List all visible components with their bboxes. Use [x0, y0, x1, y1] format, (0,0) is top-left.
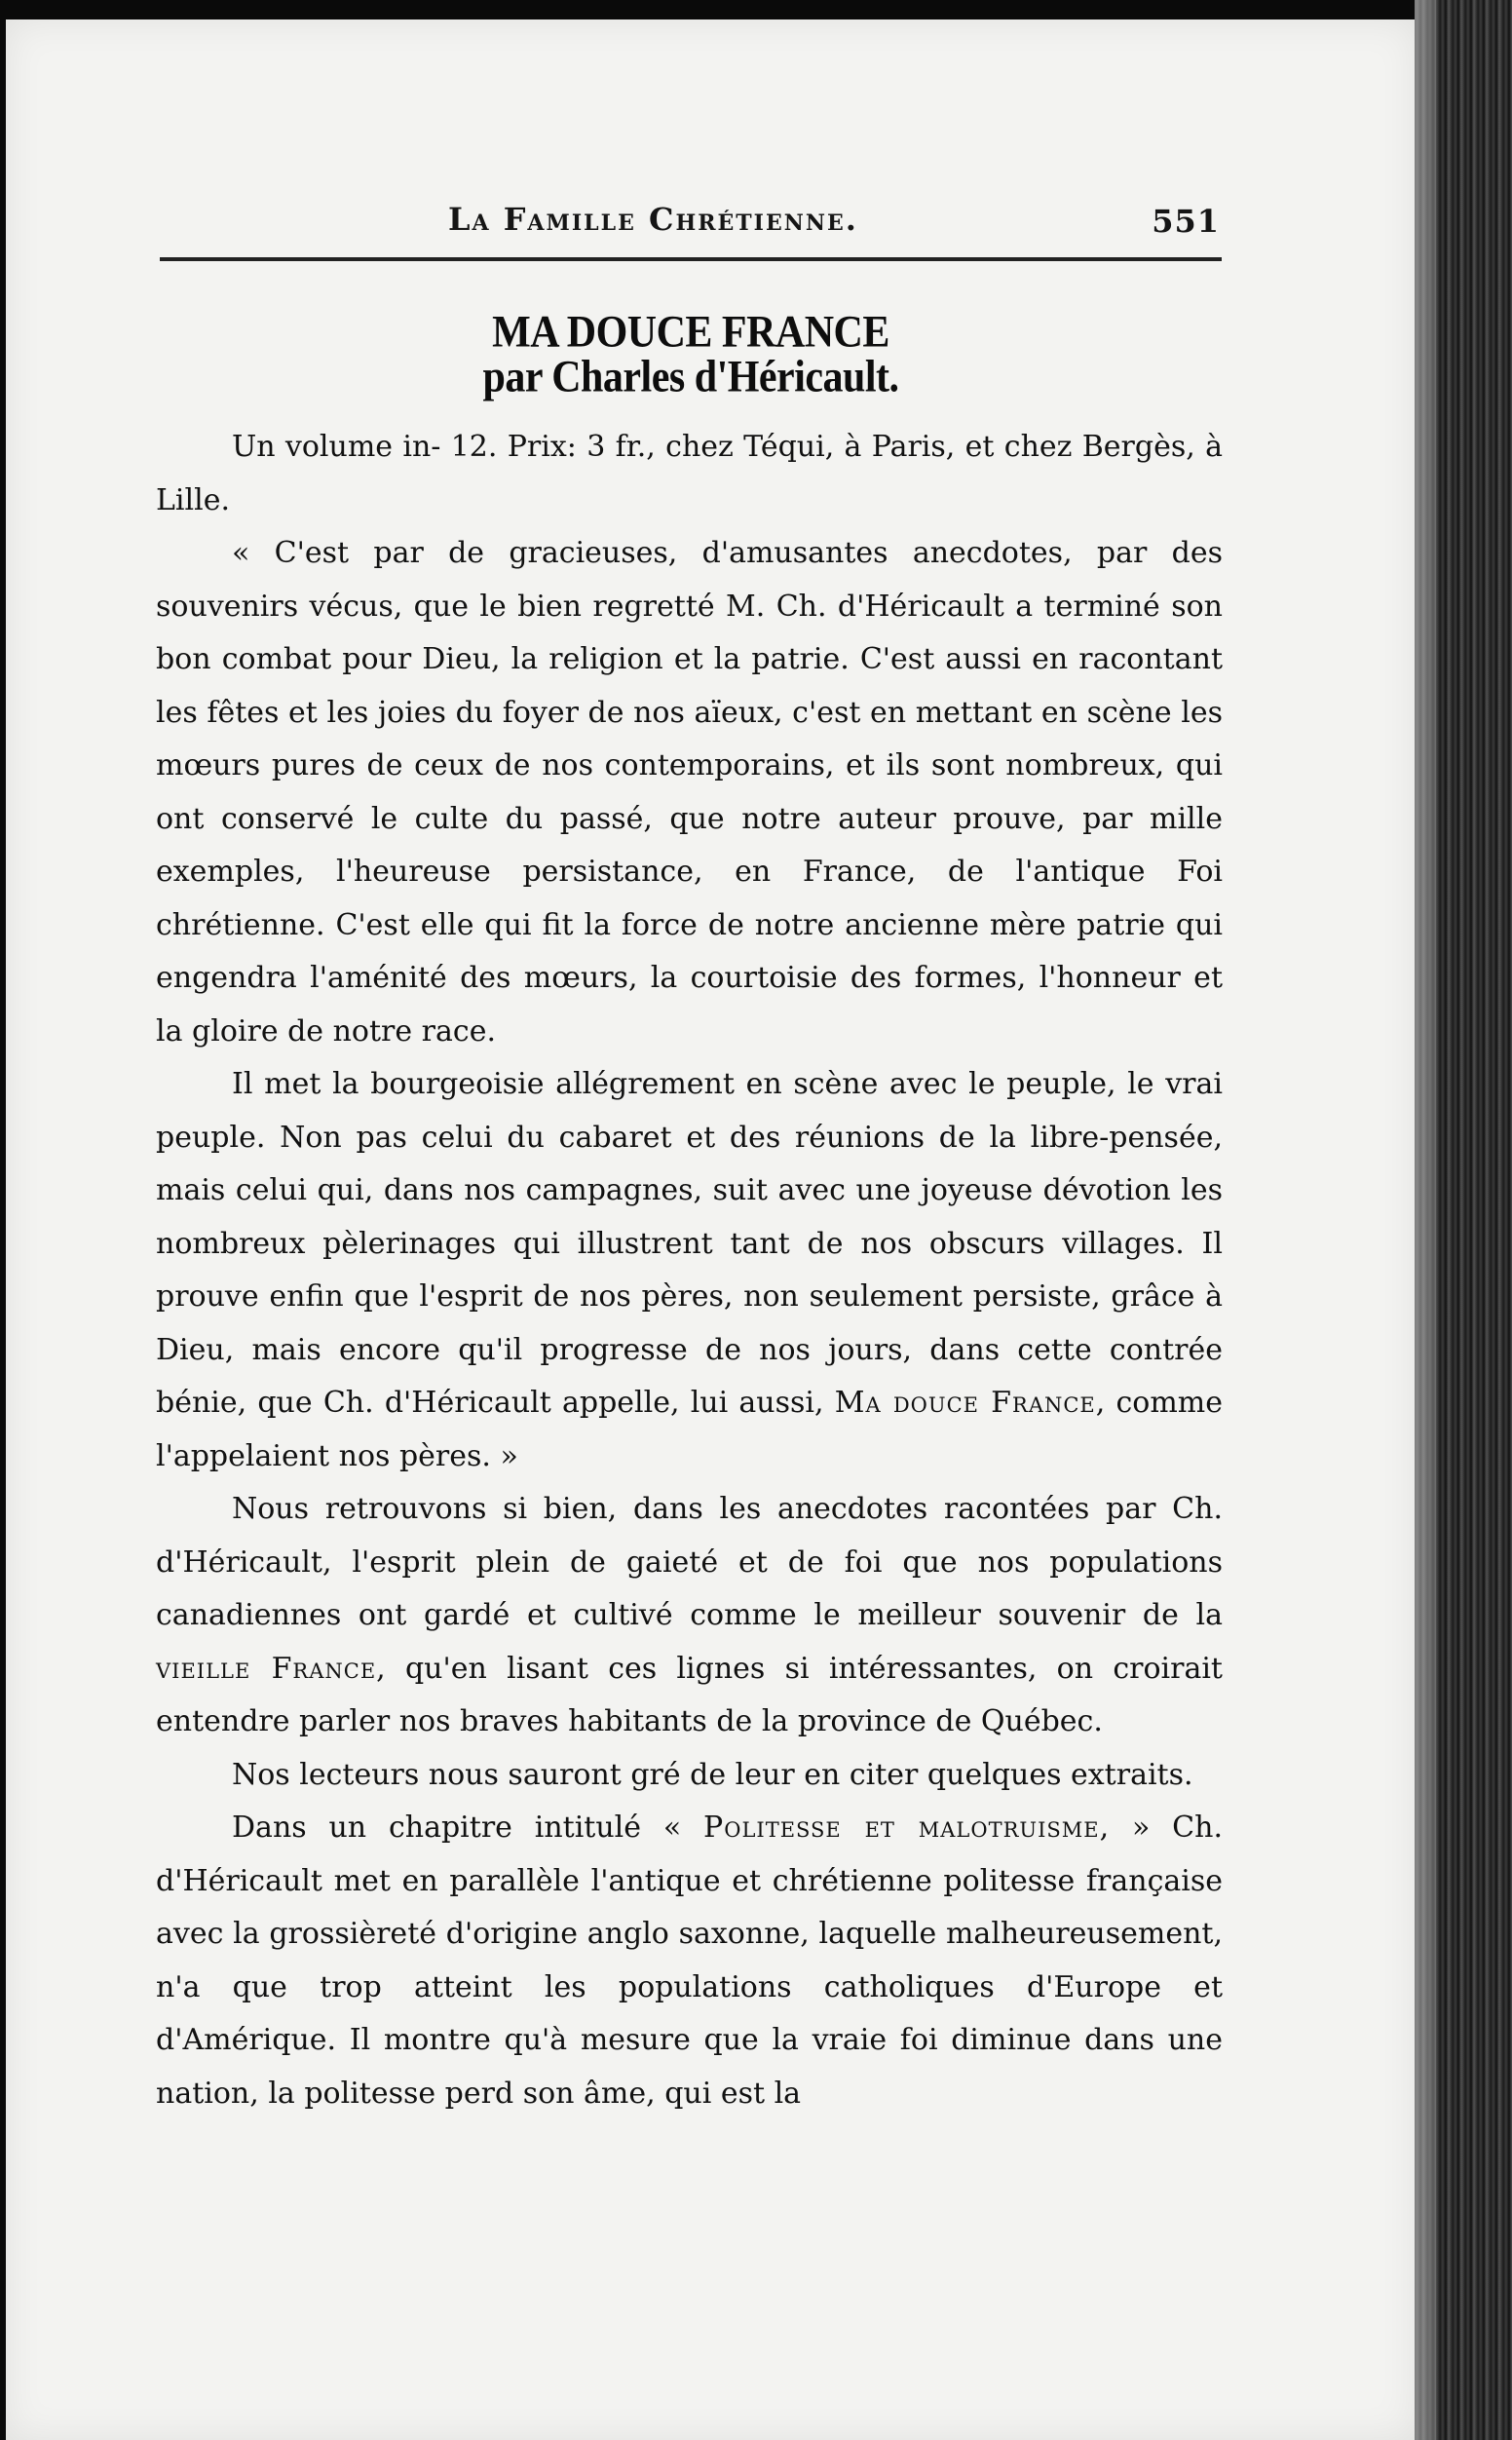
- header-rule: [160, 257, 1222, 261]
- paragraph-anecdotes-text: Nous retrouvons si bien, dans les anecdotes racontées par Ch. d'Héricault, l'esprit plein de gaieté et de foi que nos populations canadiennes ont gardé et cultivé comme le meilleur souvenir de la: [156, 1492, 1223, 1632]
- paragraph-quote: « C'est par de gracieuses, d'amusantes anecdotes, par des souvenirs vécus, que le bien regretté M. Ch. d'Héricault a terminé son bon combat pour Dieu, la religion et la patrie. C'est aussi en racontant les fêtes et les joies du foyer de nos aïeux, c'est en mettant en scène les mœurs pures de ceux de nos contemporains, et ils sont nombreux, qui ont conservé le culte du passé, que notre auteur prouve, par mille exemples, l'heureuse persistance, en France, de l'antique Foi chrétienne. C'est elle qui fit la force de notre ancienne mère patrie qui engendra l'aménité des mœurs, la courtoisie des formes, l'honneur et la gloire de notre race.: [156, 536, 1223, 1048]
- book-spine-edge: [1415, 0, 1512, 2440]
- page-number: 551: [1152, 203, 1220, 240]
- small-caps-ma-douce-france: Ma douce France: [834, 1386, 1096, 1420]
- small-caps-vieille-france: vieille France: [156, 1651, 377, 1686]
- paragraph-politesse-tail: » Ch. d'Héricault met en parallèle l'antique et chrétienne politesse française avec la grossièreté d'origine anglo saxonne, laquelle malheureusement, n'a que trop atteint les populations catholiques d'Europe et d'Amérique. Il montre qu'à mesure que la vraie foi diminue dans une nation, la politesse perd son âme, qui est la: [156, 1811, 1223, 2111]
- article-title: [160, 307, 1222, 402]
- paragraph-bourgeoisie-text: Il met la bourgeoisie allégrement en scène avec le peuple, le vrai peuple. Non pas celui du cabaret et des réunions de la libre-pensée, mais celui qui, dans nos campagnes, suit avec une joyeuse dévotion les nombreux pèlerinages qui illustrent tant de nos obscurs villages. Il prouve enfin que l'esprit de nos pères, non seulement persiste, grâce à Dieu, mais encore qu'il progresse de nos jours, dans cette contrée bénie, que Ch. d'Héricault appelle, lui aussi,: [156, 1067, 1223, 1420]
- paragraph-politesse: [156, 1802, 1223, 2120]
- article-body: [156, 421, 1223, 2120]
- paragraph-bourgeoisie: [156, 1058, 1223, 1483]
- paragraph-anecdotes: [156, 1483, 1223, 1749]
- paragraph-extracts: Nos lecteurs nous sauront gré de leur en citer quelques extraits.: [232, 1757, 1193, 1792]
- paragraph-publication-info: Un volume in- 12. Prix: 3 fr., chez Téqui, à Paris, et chez Bergès, à Lille.: [156, 430, 1223, 517]
- running-head: [448, 201, 1220, 249]
- article-title-line-2: par Charles d'Héricault.: [482, 352, 899, 402]
- small-caps-politesse: Politesse et malotruisme,: [703, 1811, 1111, 1845]
- paragraph-anecdotes-tail: , qu'en lisant ces lignes si intéressantes, on croirait entendre parler nos braves habitants de la province de Québec.: [156, 1651, 1223, 1738]
- article-title-line-1: MA DOUCE FRANCE: [492, 307, 889, 358]
- paragraph-bourgeoisie-tail: , comme l'appelaient nos pères. »: [156, 1386, 1224, 1473]
- paragraph-politesse-text: Dans un chapitre intitulé «: [232, 1811, 682, 1845]
- running-head-title: La Famille Chrétienne.: [448, 201, 858, 238]
